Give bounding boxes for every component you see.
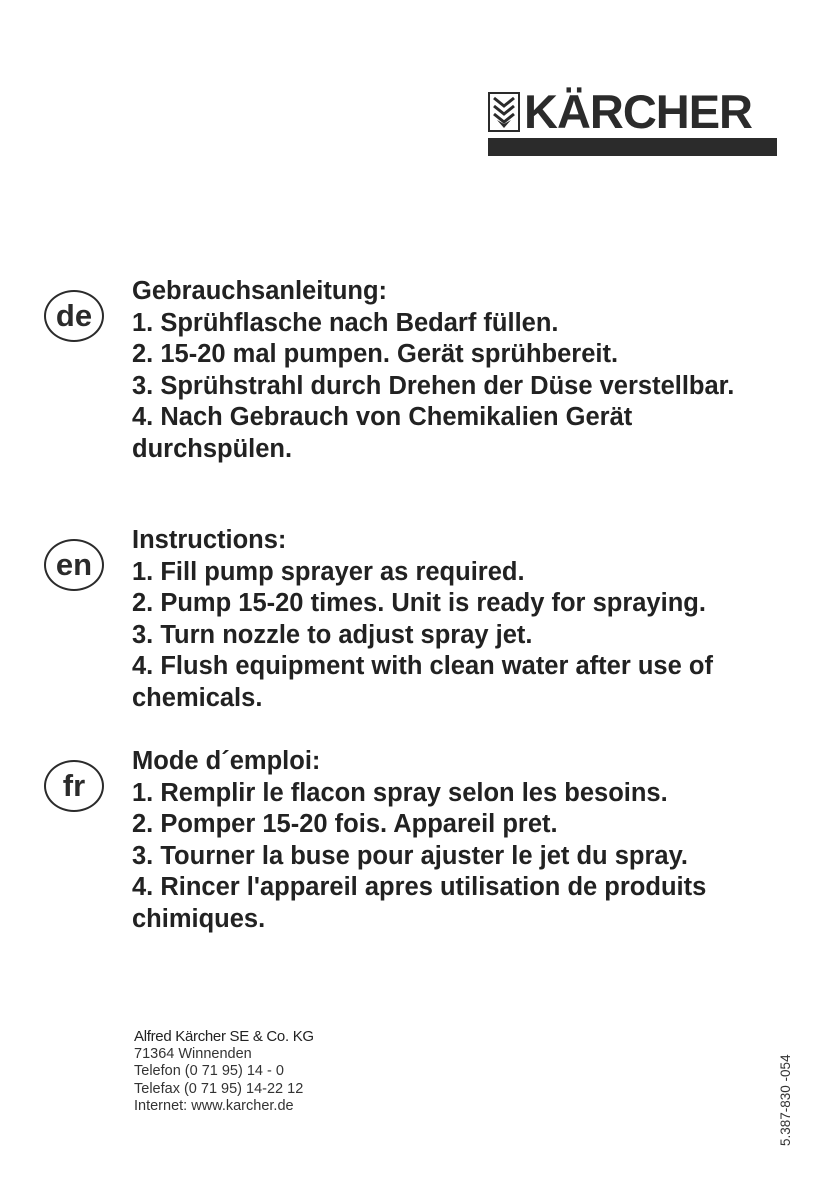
instructions-de <box>132 276 812 465</box>
brand-name: KÄRCHER <box>524 85 752 138</box>
language-badge-fr: fr <box>44 760 104 812</box>
address-line: 71364 Winnenden <box>134 1045 252 1062</box>
language-badge-de: de <box>44 290 104 342</box>
instruction-line: 1. Sprühflasche nach Bedarf füllen. <box>132 308 559 337</box>
instructions-en <box>132 525 812 714</box>
language-badge-en: en <box>44 539 104 591</box>
instruction-line: 4. Flush equipment with clean water after use of <box>132 652 713 680</box>
company-name: Alfred Kärcher SE & Co. KG <box>134 1028 314 1045</box>
phone-line: Telefon (0 71 95) 14 - 0 <box>134 1063 284 1079</box>
instructions-fr <box>132 746 812 935</box>
instructions-title: Gebrauchsanleitung: <box>132 277 388 305</box>
part-number: 5.387-830 -054 <box>778 1054 793 1146</box>
instruction-line: chimiques. <box>132 904 266 933</box>
instruction-line: 2. Pump 15-20 times. Unit is ready for spraying. <box>132 589 706 617</box>
instruction-line: 1. Remplir le flacon spray selon les besoins. <box>132 778 668 807</box>
instructions-title: Instructions: <box>132 526 287 554</box>
instruction-line: 3. Sprühstrahl durch Drehen der Düse verstellbar. <box>132 371 735 400</box>
instruction-line: durchspülen. <box>132 434 293 463</box>
karcher-logo <box>488 85 777 156</box>
instruction-line: 3. Turn nozzle to adjust spray jet. <box>132 620 533 649</box>
fax-line: Telefax (0 71 95) 14-22 12 <box>134 1080 304 1097</box>
web-line: Internet: www.karcher.de <box>134 1098 294 1114</box>
instruction-line: 2. Pomper 15-20 fois. Appareil pret. <box>132 810 558 838</box>
logo-bar <box>488 138 777 156</box>
instruction-line: 2. 15-20 mal pumpen. Gerät sprühbereit. <box>132 340 619 368</box>
instructions-title: Mode d´emploi: <box>132 747 321 775</box>
instruction-line: chemicals. <box>132 683 263 712</box>
instruction-line: 4. Rincer l'appareil apres utilisation de produits <box>132 873 707 901</box>
instruction-line: 3. Tourner la buse pour ajuster le jet du spray. <box>132 841 688 870</box>
instruction-line: 4. Nach Gebrauch von Chemikalien Gerät <box>132 403 633 431</box>
company-address <box>134 1028 314 1116</box>
instruction-line: 1. Fill pump sprayer as required. <box>132 557 525 586</box>
karcher-chevron-logo-icon <box>488 92 520 132</box>
